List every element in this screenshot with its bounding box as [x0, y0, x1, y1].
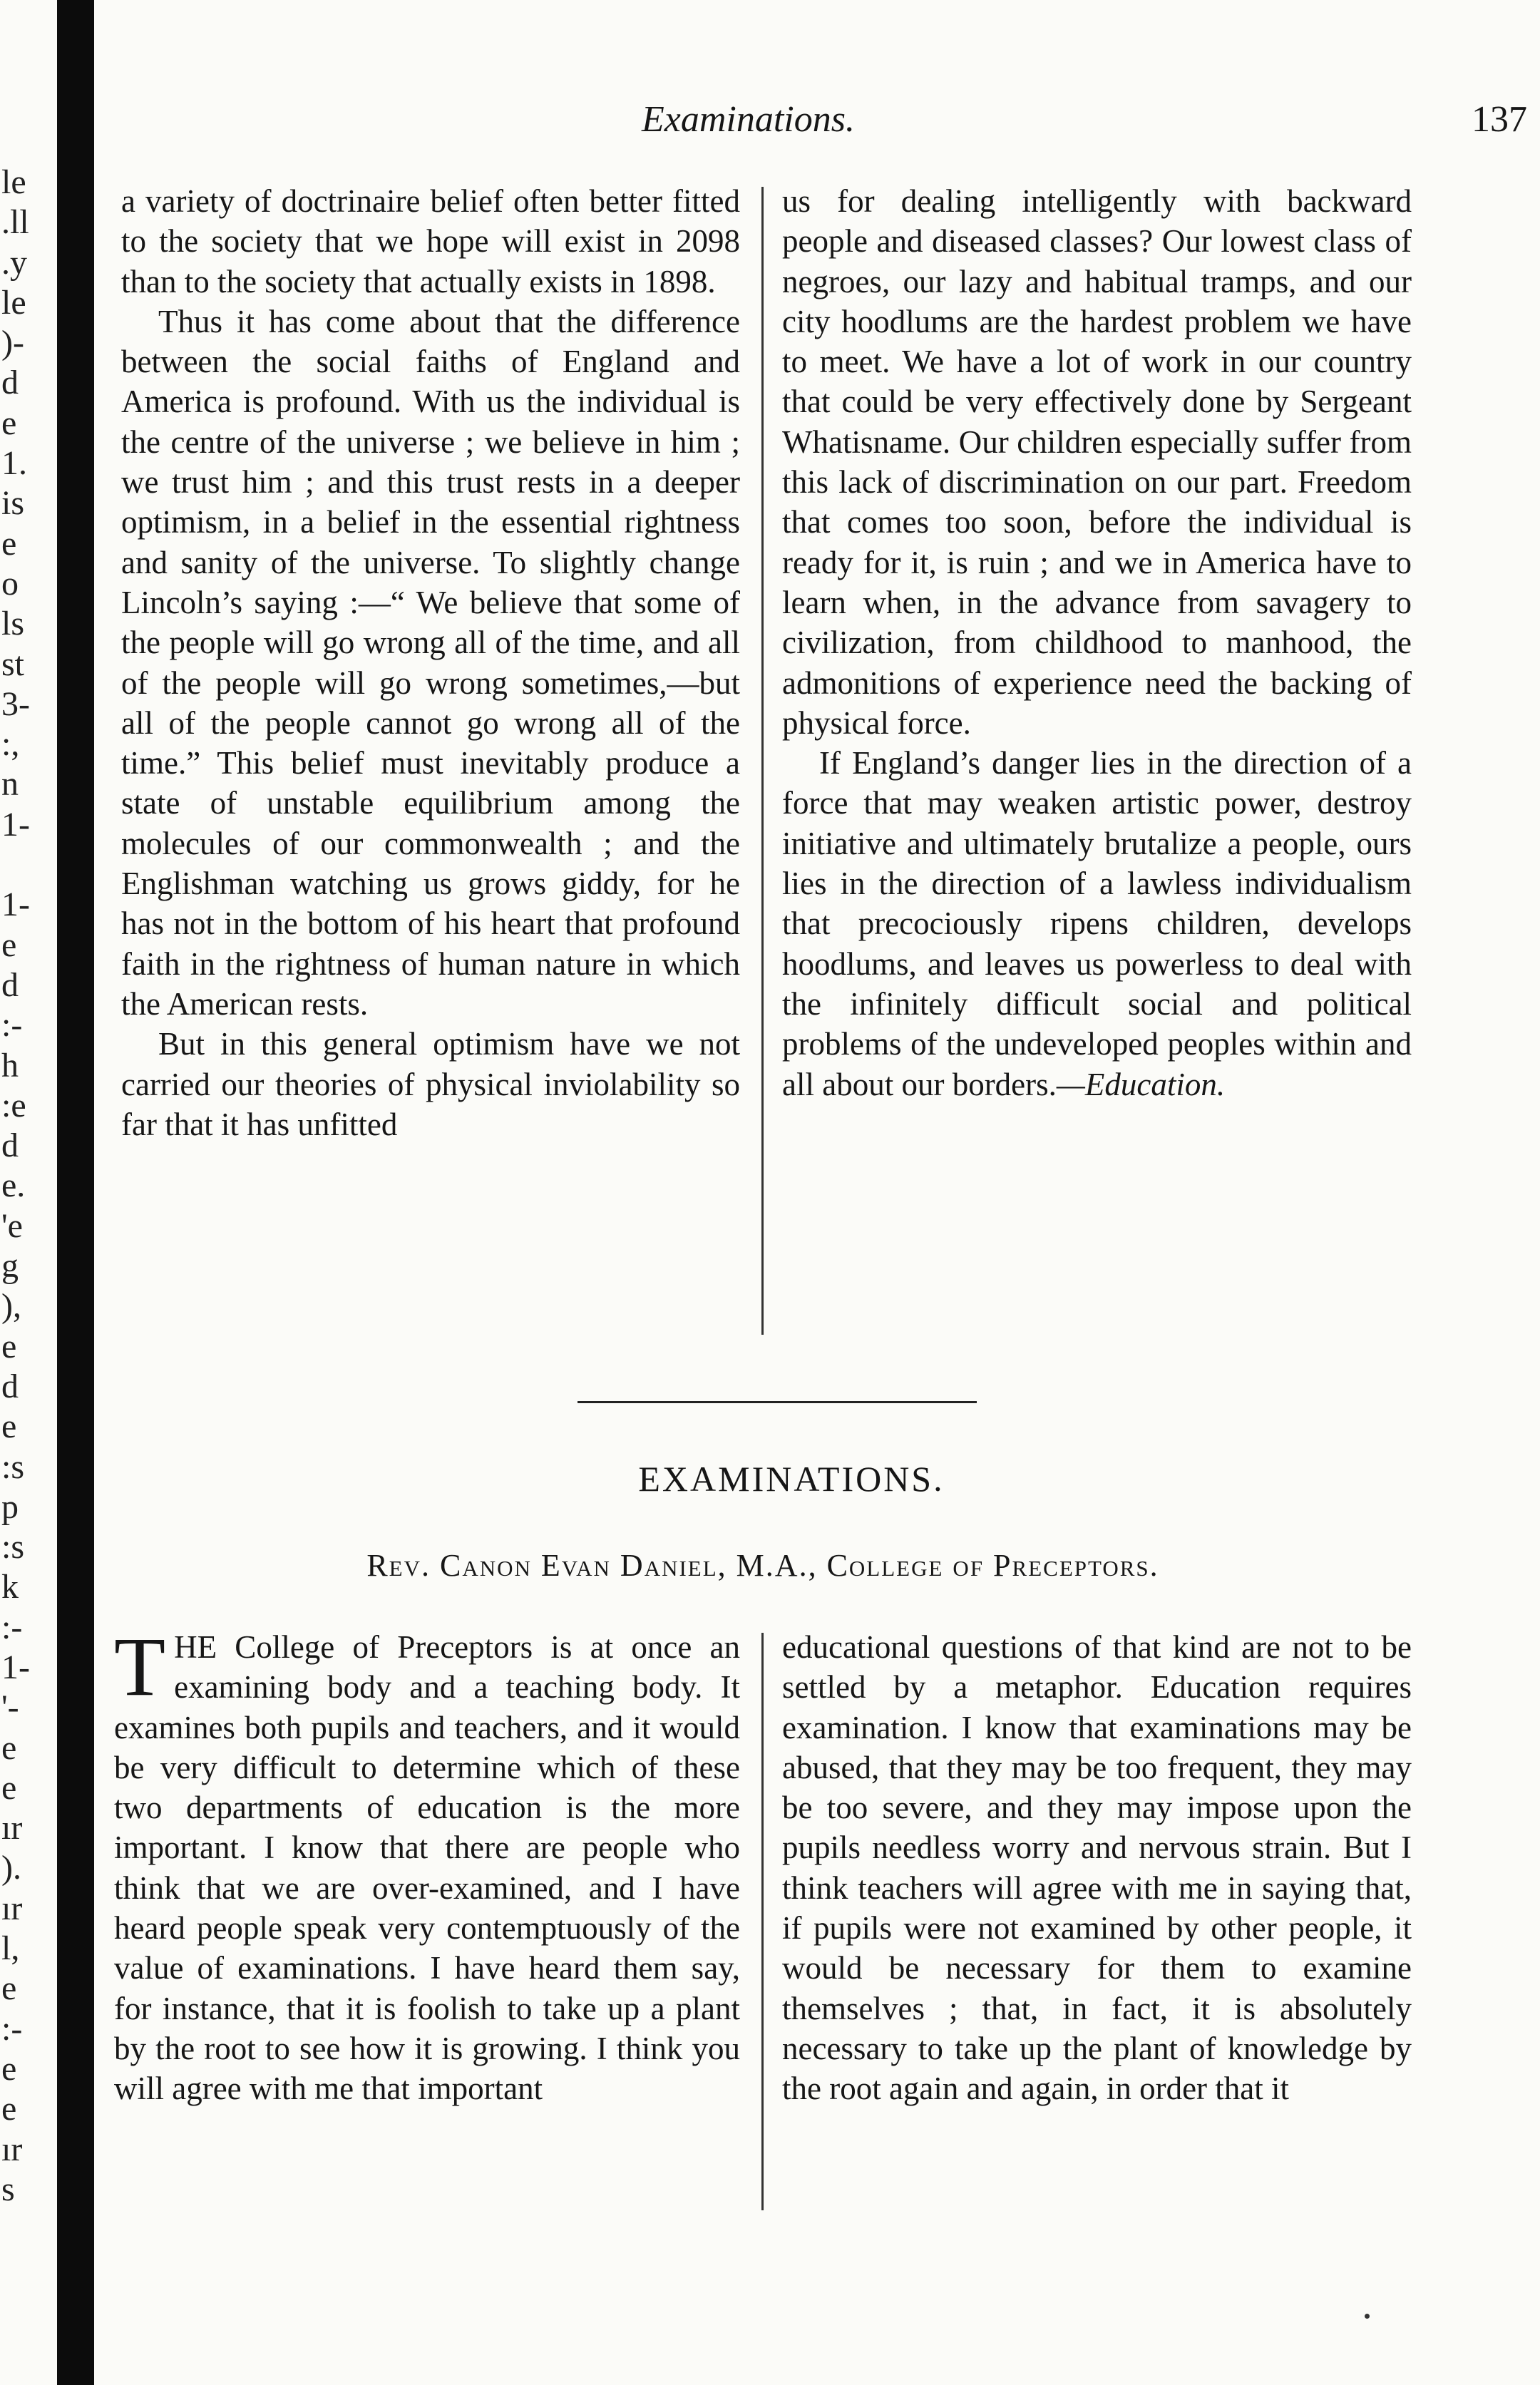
column-divider	[761, 1633, 764, 2210]
paragraph-text: HE College of Preceptors is at once an examining body and a teaching body. It examines both pupils and teachers, and it would be very difficult to determine which of these two departments of education is the more important. I know that there are people who think that we are over-examined, and I have heard people speak very contemptuously of the value of examinations. I have heard them say, for instance, that it is foolish to take up a plant by the root to see how it is growing. I think you will agree with me that important	[114, 1629, 740, 2107]
gutter-fragment: g	[1, 1247, 19, 1286]
gutter-fragment: ls	[1, 605, 25, 643]
source-citation: —Education.	[1056, 1066, 1226, 1102]
gutter-fragment: :e	[1, 1086, 26, 1124]
gutter-fragment: is	[1, 484, 25, 523]
gutter-fragment: .ll	[1, 203, 29, 242]
paragraph: us for dealing intelligently with backward people and diseased classes? Our lowest class of negroes, our lazy and habitual tramps, and our city hoodlums are the hardest problem we have to meet. We have a lot of work in our country that could be very effectively done by Sergeant Whatisname. Our children especially suffer from this lack of discrimination on our part. Freedom that comes too soon, before the individual is ready for it, is ruin ; and we in America have to learn when, in the advance from savagery to civilization, from childhood to manhood, the admonitions of experience need the backing of physical force.	[782, 183, 1412, 741]
paragraph: educational questions of that kind are not to be settled by a metaphor. Education requires examination. I know that examinations may be abused, that they may be too frequent, they may be too severe, and they may impose upon the pupils needless worry and nervous strain. But I think teachers will agree with me in saying that, if pupils were not examined by other people, it would be necessary for them to examine themselves ; that, in fact, it is absolutely necessary to take up the plant of knowledge by the root again and again, in order that it	[782, 1629, 1412, 2107]
gutter-fragment: e	[1, 524, 17, 563]
gutter-fragment: '-	[1, 1688, 19, 1727]
gutter-fragment: :-	[1, 2009, 23, 2048]
gutter-fragment: le	[1, 163, 26, 201]
gutter-fragment: e	[1, 404, 17, 442]
gutter-fragment: e	[1, 1969, 17, 2008]
gutter-fragment: d	[1, 1127, 19, 1165]
gutter-fragment: ır	[1, 2130, 23, 2168]
gutter-fragment: e	[1, 1327, 17, 1365]
running-head	[642, 98, 1527, 148]
gutter-fragment	[1, 845, 58, 885]
gutter-fragment: e	[1, 2090, 17, 2128]
gutter-fragment: 3-	[1, 684, 30, 723]
gutter-fragment: st	[1, 645, 25, 683]
gutter-fragment: :,	[1, 725, 20, 764]
gutter-fragment: )-	[1, 324, 24, 362]
gutter-fragment: h	[1, 1046, 19, 1084]
gutter-fragment: o	[1, 564, 19, 602]
book-spine-shadow	[57, 0, 94, 2385]
gutter-fragment: .y	[1, 243, 27, 282]
section-separator	[578, 1401, 977, 1403]
gutter-fragment: d	[1, 364, 19, 402]
upper-right-column	[782, 181, 1412, 1104]
gutter-fragment: e	[1, 1728, 17, 1767]
gutter-fragment: ).	[1, 1849, 21, 1887]
gutter-fragment: :-	[1, 1006, 23, 1045]
section-title: EXAMINATIONS.	[638, 1459, 945, 1499]
gutter-fragment: 1.	[1, 444, 27, 483]
gutter-fragment: :-	[1, 1608, 23, 1646]
paragraph-text: If England’s danger lies in the direction of a force that may weaken artistic power, destroy initiative and ultimately brutalize a people, ours lies in the direction of a lawless individualism that precociously ripens children, develops hoodlums, and leaves us powerless to deal with the infinitely difficult social and political problems of the undeveloped peoples within and all about our borders.	[782, 745, 1412, 1102]
running-title: Examinations.	[642, 99, 855, 140]
gutter-fragment: p	[1, 1487, 19, 1526]
gutter-fragment: ),	[1, 1287, 21, 1325]
gutter-fragment: n	[1, 765, 19, 804]
gutter-fragment: 'e	[1, 1206, 23, 1245]
gutter-fragment: :s	[1, 1447, 25, 1486]
gutter-fragment: l,	[1, 1929, 20, 1968]
paragraph: Thus it has come about that the difference between the social faiths of England and America is profound. With us the individual is the centre of the universe ; we believe in him ; we trust him ; and this trust rests in a deeper optimism, in a belief in the essential rightness and sanity of the universe. To slightly change Lincoln’s saying :—“ We believe that some of the people will go wrong all of the time, and all of the people will go wrong sometimes,—but all of the people cannot go wrong all of the time.” This belief must inevitably produce a state of unstable equilibrium among the molecules of our commonwealth ; and the Englishman watching us grows giddy, for he has not in the bottom of his heart that profound faith in the rightness of human nature in which the American rests.	[121, 303, 740, 1022]
lower-right-column	[782, 1627, 1412, 2109]
gutter-fragment: 1-	[1, 1648, 30, 1686]
gutter-fragment: 1-	[1, 886, 30, 924]
gutter-fragment: e	[1, 1768, 17, 1807]
gutter-fragment: 1-	[1, 805, 30, 843]
gutter-fragment: e	[1, 2049, 17, 2088]
gutter-fragment: le	[1, 283, 26, 322]
gutter-fragment: :s	[1, 1528, 25, 1566]
gutter-fragment: e.	[1, 1166, 26, 1205]
page-number: 137	[1472, 99, 1527, 140]
gutter-fragment: ır	[1, 1809, 23, 1847]
gutter-fragment: d	[1, 965, 19, 1004]
gutter-fragment: e	[1, 925, 17, 964]
gutter-fragment: e	[1, 1407, 17, 1446]
gutter-fragment: d	[1, 1367, 19, 1405]
paragraph: a variety of doctrinaire belief often better fitted to the society that we hope will exist in 2098 than to the society that actually exists in 1898.	[121, 183, 740, 299]
upper-left-column	[121, 181, 740, 1144]
column-divider	[761, 187, 764, 1335]
lower-left-column	[114, 1620, 740, 2109]
adjacent-page-fragments	[1, 0, 58, 2385]
drop-cap: T	[114, 1620, 166, 1713]
ink-speck	[1365, 2314, 1370, 2319]
gutter-fragment: s	[1, 2170, 15, 2208]
gutter-fragment: k	[1, 1568, 19, 1606]
paragraph	[782, 743, 1412, 1104]
paragraph	[114, 1620, 740, 2109]
author-byline: Rev. Canon Evan Daniel, M.A., College of Preceptors.	[366, 1548, 1159, 1583]
paragraph: But in this general optimism have we not carried our theories of physical inviolability so far that it has unfitted	[121, 1026, 740, 1142]
gutter-fragment: ır	[1, 1889, 23, 1927]
